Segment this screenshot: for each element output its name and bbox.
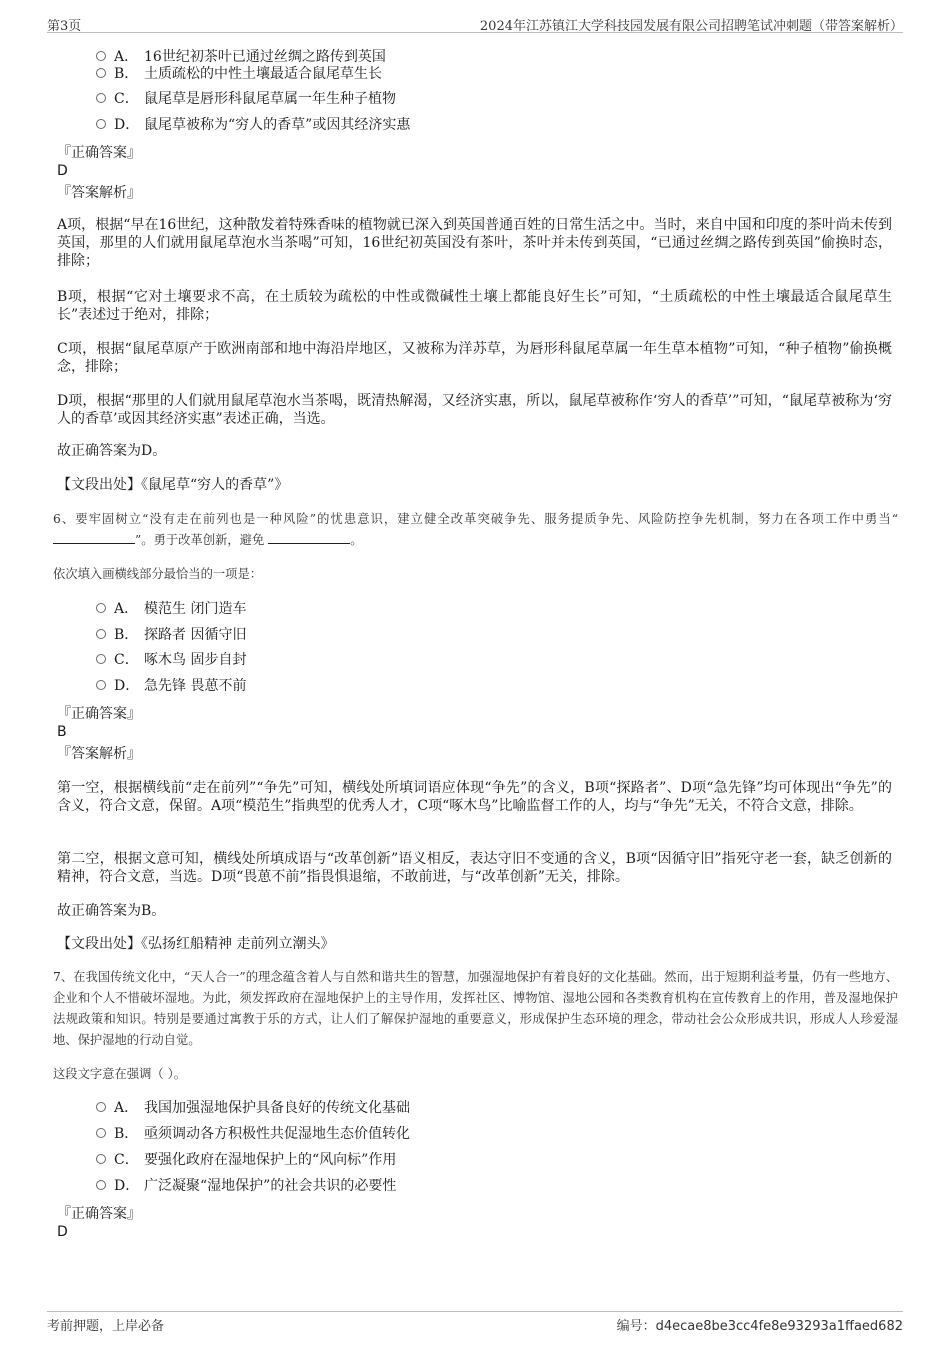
q5-analysis-c: C项，根据“鼠尾草原产于欧洲南部和地中海沿岸地区，又被称为洋苏草，为唇形科鼠尾草属一年生草本植物”可知，“种子植物”偷换概念，排除； [57,341,892,375]
radio-icon[interactable] [96,629,106,639]
radio-icon[interactable] [96,93,106,103]
q5-analysis-b: B项，根据“它对土壤要求不高，在土质较为疏松的中性或微碱性土壤上都能良好生长”可知，“土质疏松的中性土壤最适合鼠尾草生长”表述过于绝对，排除； [57,289,892,323]
page-number: 第3页 [47,19,82,34]
q6-option-d[interactable]: D． 急先锋 畏葸不前 [96,676,246,696]
radio-icon[interactable] [96,1102,106,1112]
page-header [47,13,903,33]
q7-answer-label: 『正确答案』 [57,1206,141,1222]
q7-stem: 7、在我国传统文化中，“天人合一”的理念蕴含着人与自然和谐共生的智慧，加强湿地保护有着良好的文化基础。然而，出于短期利益考量，仍有一些地方、企业和个人不惜破坏湿地。为此，须发挥政府在湿地保护上的主导作用，发挥社区、博物馆、湿地公园和各类教育机构在宣传教育上的作用，普及湿地保护法规政策和知识。特别是要通过寓教于乐的方式，让人们了解保护湿地的重要意义，形成保护生态环境的理念，带动社会公众形成共识，形成人人珍爱湿地、保护湿地的行动自觉。 [53,970,898,1047]
q5-analysis-d: D项，根据“那里的人们就用鼠尾草泡水当茶喝，既清热解渴，又经济实惠，所以，鼠尾草被称作‘穷人的香草’”可知，“鼠尾草被称为‘穷人的香草’或因其经济实惠”表述正确，当选。 [57,393,892,427]
q5-analysis-a: A项，根据“早在16世纪，这种散发着特殊香味的植物就已深入到英国普通百姓的日常生活之中。当时，来自中国和印度的茶叶尚未传到英国，那里的人们就用鼠尾草泡水当茶喝”可知，16世纪初英国没有茶叶，茶叶并未传到英国，“已通过丝绸之路传到英国”偷换时态，排除； [57,217,892,269]
q6-analysis-label: 『答案解析』 [57,746,141,762]
document-code: 编号：d4ecae8be3cc4fe8e93293a1ffaed682 [616,1319,903,1334]
q6-option-c[interactable]: C． 啄木鸟 固步自封 [96,650,246,670]
blank-2 [268,532,350,544]
q6-prompt: 依次填入画横线部分最恰当的一项是： [53,567,263,581]
q6-option-a[interactable]: A． 模范生 闭门造车 [96,599,246,619]
radio-icon[interactable] [96,68,106,78]
blank-1 [53,532,135,544]
q6-option-b[interactable]: B． 探路者 因循守旧 [96,625,246,645]
q5-answer-label: 『正确答案』 [57,145,141,161]
q6-answer-label: 『正确答案』 [57,706,141,722]
radio-icon[interactable] [96,1180,106,1190]
q7-prompt: 这段文字意在强调（ ）。 [53,1067,187,1081]
q5-conclusion: 故正确答案为D。 [57,443,167,459]
footer-slogan: 考前押题，上岸必备 [47,1319,165,1334]
page-footer [47,1311,903,1333]
radio-icon[interactable] [96,603,106,613]
q7-option-d[interactable]: D． 广泛凝聚“湿地保护”的社会共识的必要性 [96,1176,396,1196]
radio-icon[interactable] [96,1128,106,1138]
q6-source: 【文段出处】《弘扬红船精神 走前列立潮头》 [57,936,335,952]
q5-option-d[interactable]: D． 鼠尾草被称为“穷人的香草”或因其经济实惠 [96,115,410,135]
radio-icon[interactable] [96,654,106,664]
q7-option-a[interactable]: A． 我国加强湿地保护具备良好的传统文化基础 [96,1098,410,1118]
q5-option-a[interactable]: A． 16世纪初茶叶已通过丝绸之路传到英国 [96,47,386,67]
radio-icon[interactable] [96,1154,106,1164]
document-title: 2024年江苏镇江大学科技园发展有限公司招聘笔试冲刺题（带答案解析） [479,19,903,34]
radio-icon[interactable] [96,51,106,61]
q7-option-c[interactable]: C． 要强化政府在湿地保护上的“风向标”作用 [96,1150,396,1170]
q5-analysis-label: 『答案解析』 [57,185,141,201]
q5-source: 【文段出处】《鼠尾草“穷人的香草”》 [57,477,289,493]
q6-conclusion: 故正确答案为B。 [57,903,166,919]
q6-stem: 6、要牢固树立“没有走在前列也是一种风险”的忧患意识，建立健全改革突破争先、服务提质争先、风险防控争先机制，努力在各项工作中勇当“”。勇于改革创新，避免 。 [53,512,898,547]
q6-answer: B [57,724,67,740]
q5-option-b[interactable]: B． 土质疏松的中性土壤最适合鼠尾草生长 [96,64,382,84]
q7-answer: D [57,1224,68,1240]
q7-option-b[interactable]: B． 亟须调动各方积极性共促湿地生态价值转化 [96,1124,410,1144]
q5-option-c[interactable]: C． 鼠尾草是唇形科鼠尾草属一年生种子植物 [96,89,396,109]
q5-answer: D [57,163,68,179]
q6-analysis-1: 第一空，根据横线前“走在前列”“争先”可知，横线处所填词语应体现“争先”的含义，B项“探路者”、D项“急先锋”均可体现出“争先”的含义，符合文意，保留。A项“模范生”指典型的优秀人才，C项“啄木鸟”比喻监督工作的人，均与“争先”无关，不符合文意，排除。 [57,780,892,814]
radio-icon[interactable] [96,680,106,690]
q6-analysis-2: 第二空，根据文意可知，横线处所填成语与“改革创新”语义相反，表达守旧不变通的含义，B项“因循守旧”指死守老一套，缺乏创新的精神，符合文意，当选。D项“畏葸不前”指畏惧退缩，不敢前进，与“改革创新”无关，排除。 [57,851,892,885]
radio-icon[interactable] [96,119,106,129]
